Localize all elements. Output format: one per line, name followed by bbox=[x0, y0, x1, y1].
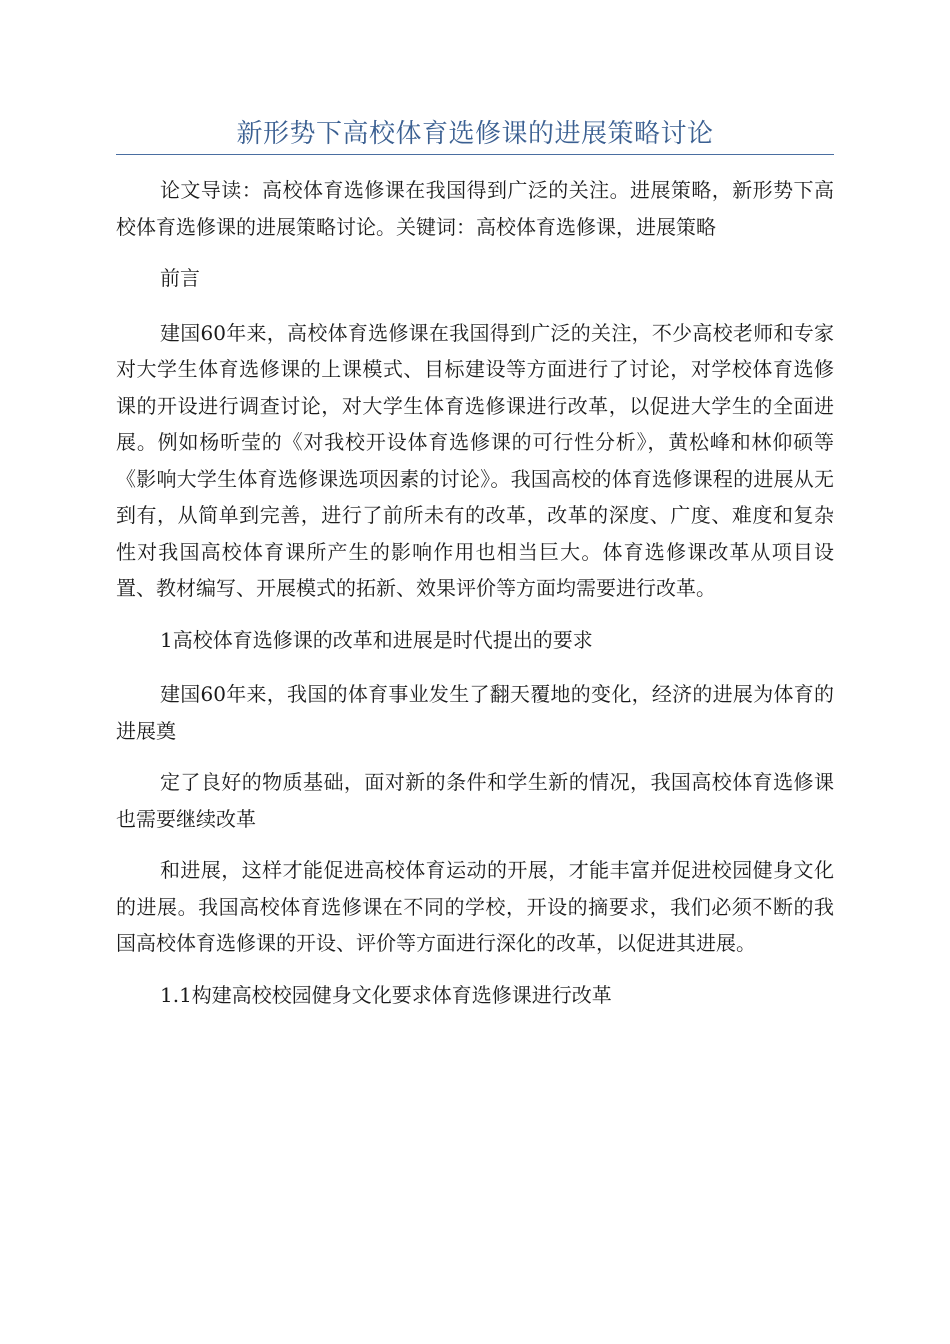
section-heading-1: 1高校体育选修课的改革和进展是时代提出的要求 bbox=[160, 627, 593, 652]
body-paragraph: 建国60年来，我国的体育事业发生了翻天覆地的变化，经济的进展为体育的进展奠 bbox=[116, 682, 834, 743]
body-paragraph: 建国60年来，高校体育选修课在我国得到广泛的关注，不少高校老师和专家对大学生体育选修课的上课模式、目标建设等方面进行了讨论，对学校体育选修课的开设进行调查讨论，对大学生体育选修课进行改革，以促进大学生的全面进展。例如杨昕莹的《对我校开设体育选修课的可行性分析》，黄松峰和林仰硕等《影响大学生体育选修课选项因素的讨论》。我国高校的体育选修课程的进展从无到有，从简单到完善，进行了前所未有的改革，改革的深度、广度、难度和复杂性对我国高校体育课所产生的影响作用也相当巨大。体育选修课改革从项目设置、教材编写、开展模式的拓新、效果评价等方面均需要进行改革。 bbox=[116, 320, 834, 600]
body-paragraph: 和进展，这样才能促进高校体育运动的开展，才能丰富并促进校园健身文化的进展。我国高校体育选修课在不同的学校，开设的摘要求，我们必须不断的我国高校体育选修课的开设、评价等方面进行深化的改革，以促进其进展。 bbox=[116, 858, 834, 955]
document-body bbox=[116, 172, 834, 1031]
abstract-paragraph: 论文导读：高校体育选修课在我国得到广泛的关注。进展策略，新形势下高校体育选修课的进展策略讨论。关键词：高校体育选修课，进展策略 bbox=[116, 178, 834, 239]
body-paragraph: 定了良好的物质基础，面对新的条件和学生新的情况，我国高校体育选修课也需要继续改革 bbox=[116, 770, 834, 831]
section-heading-preface: 前言 bbox=[160, 266, 200, 290]
title-underline bbox=[116, 154, 834, 155]
section-heading-1-1: 1.1构建高校校园健身文化要求体育选修课进行改革 bbox=[160, 982, 612, 1007]
document-title: 新形势下高校体育选修课的进展策略讨论 bbox=[236, 119, 714, 149]
